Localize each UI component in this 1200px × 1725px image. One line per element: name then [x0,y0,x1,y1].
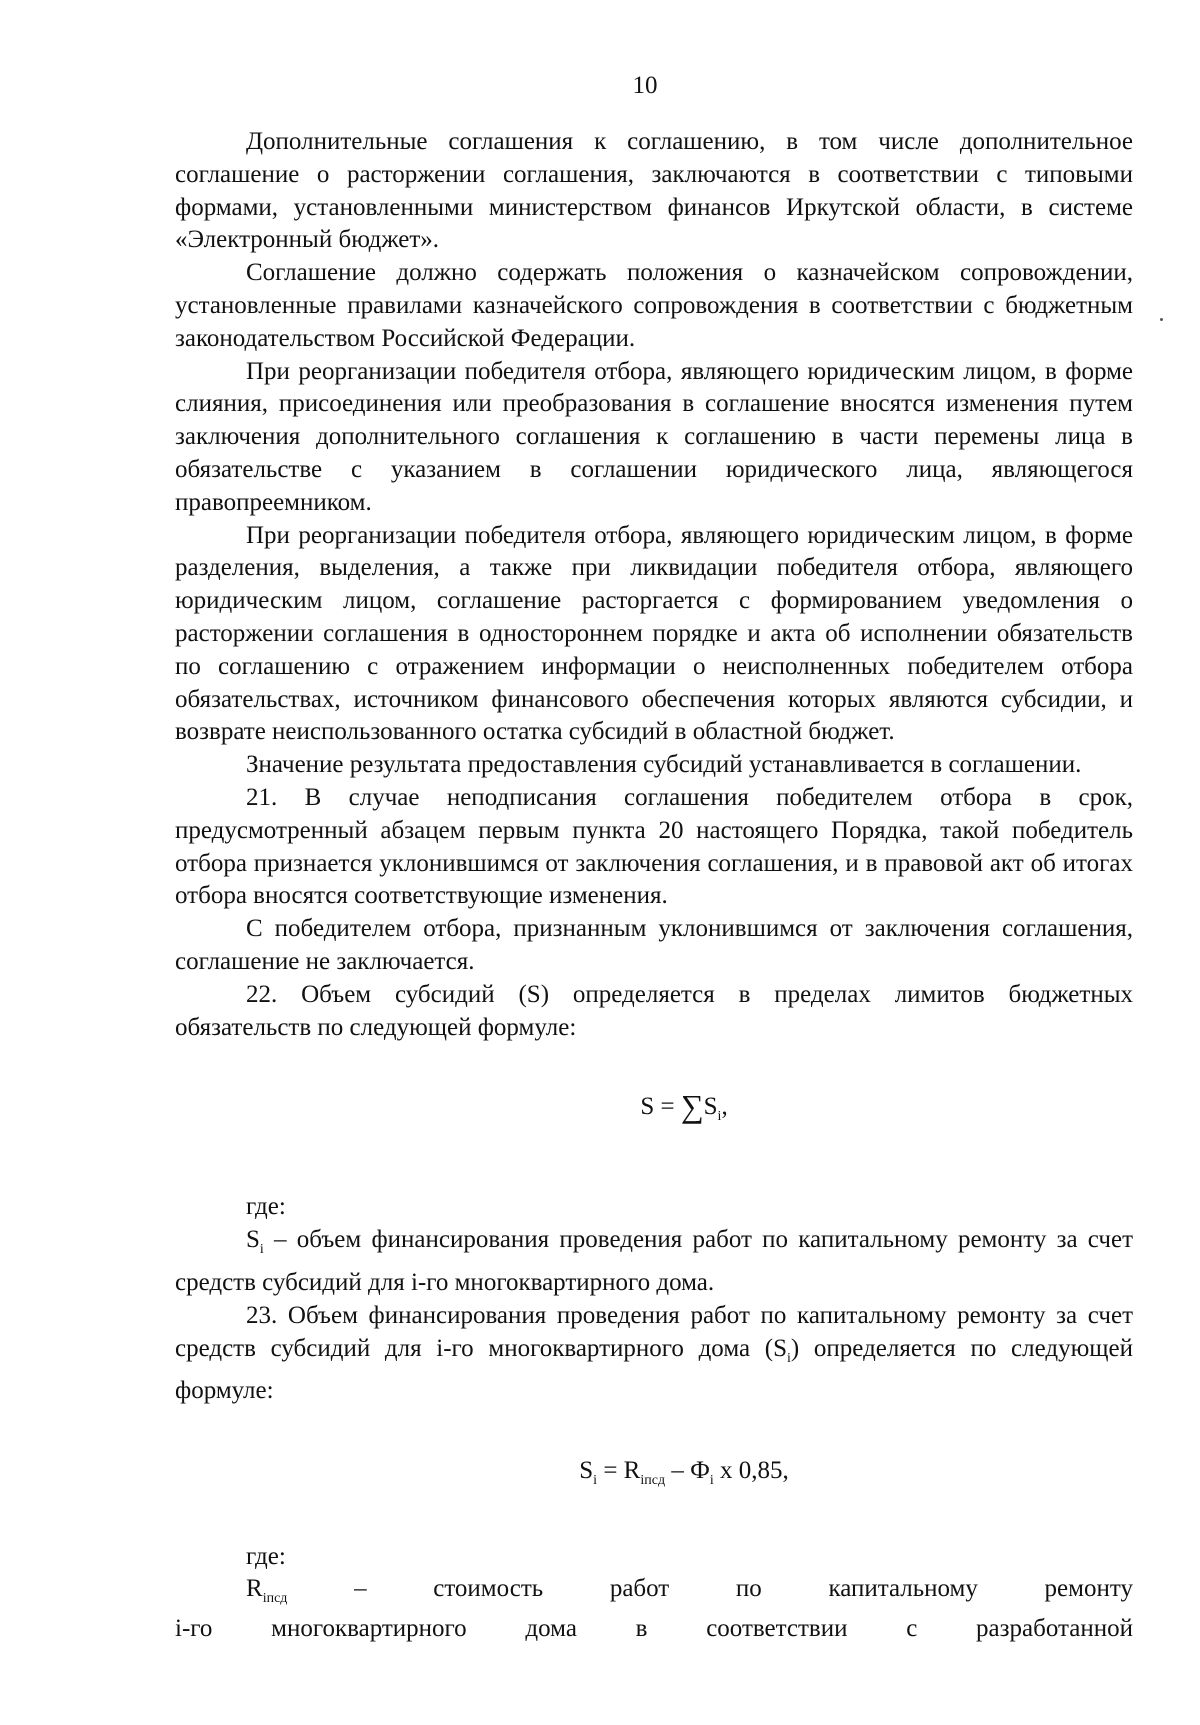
formula2-s: S [579,1457,594,1485]
definition-text: – объем финансирования проведения работ по капитальному ремонту за счет средств субсидий для i-го многоквартирного дома. [175,1226,1133,1296]
paragraph-item-23 [175,1300,1133,1408]
paragraph: С победителем отбора, признанным уклонившимся от заключения соглашения, соглашение не заключается. [175,915,1133,975]
formula2-s-subscript: i [593,1473,598,1489]
where-label: где: [246,1193,286,1221]
formula2-minus: – Ф [665,1457,710,1485]
definition-r-word: стоимость [433,1574,544,1602]
item-23-tail: ) определяется по следующей формуле: [175,1334,1133,1405]
formula2-tail: x 0,85, [713,1457,789,1485]
definition-symbol-subscript: i [259,1242,264,1258]
r-symbol-subscript: iпсд [262,1590,288,1606]
formula-term-subscript: i [717,1109,722,1125]
formula-lhs: S = [640,1093,681,1121]
paragraph: Дополнительные соглашения к соглашению, в том числе дополнительное соглашение о расторжении соглашения, заключаются в соответствии с типовыми формами, установленными министерством финансов Иркутской области, в системе «Электронный бюджет». [175,128,1133,254]
definition-r-line-2 [175,1614,1133,1644]
paragraph: При реорганизации победителя отбора, являющего юридическим лицом, в форме слияния, присоединения или преобразования в соглашение вносятся изменения путем заключения дополнительного соглашения к соглашению в части перемены лица в обязательстве с указанием в соглашении юридического лица, являющегося правопреемником. [175,357,1133,516]
paragraph: При реорганизации победителя отбора, являющего юридическим лицом, в форме разделения, выделения, а также при ликвидации победителя отбора, являющего юридическим лицом, соглашение расторгается с формированием уведомления о расторжении соглашения в одностороннем порядке и акта об исполнении обязательств по соглашению с отражением информации о неисполненных победителем отбора обязательствах, источником финансового обеспечения которых являются субсидии, и возврате неиспользованного остатка субсидий в областной бюджет. [175,521,1133,746]
definition-r-word: работ [609,1574,670,1602]
formula2-r-subscript: iпсд [640,1473,666,1489]
definition-r [175,1574,1133,1644]
sigma-symbol: ∑ [680,1088,704,1125]
formula-subsidy-per-house [175,1455,1133,1497]
definition-symbol: S [246,1226,260,1254]
definition-r-word: по [735,1574,762,1602]
scan-speck [1160,318,1163,321]
formula-tail: , [721,1093,728,1121]
definition-r-word: дома [525,1614,577,1642]
definition-r-word: с [906,1614,918,1642]
paragraph: 21. В случае неподписания соглашения победителем отбора в срок, предусмотренный абзацем первым пункта 20 настоящего Порядка, такой победитель отбора признается уклонившимся от заключения соглашения, и в правовой акт об итогах отбора вносятся соответствующие изменения. [175,783,1133,910]
definition-r-word: ремонту [1044,1574,1133,1602]
where-label-2: где: [246,1543,286,1571]
definition-r-word: – [354,1574,367,1602]
definition-r-word: капитальному [828,1574,978,1602]
formula-subsidy-total [175,1090,1133,1133]
paragraph: Значение результата предоставления субсидий устанавливается в соглашении. [246,751,1082,779]
formula-term: S [703,1093,718,1121]
definition-r-word: соответствии [706,1614,848,1642]
page-number: 10 [632,72,658,99]
definition-si [175,1224,1133,1300]
paragraph-group [175,126,1133,1044]
definition-r-symbol [246,1574,287,1614]
document-body [175,126,1133,1644]
definition-r-line-1 [175,1574,1133,1614]
definition-r-word: i-го [175,1614,213,1642]
item-23-subscript: i [787,1350,791,1366]
definition-r-word: многоквартирного [271,1614,467,1642]
formula2-eq: = R [597,1457,641,1485]
definition-r-word: разработанной [976,1614,1133,1642]
r-symbol: R [246,1574,263,1602]
paragraph: Соглашение должно содержать положения о казначейском сопровождении, установленные правилами казначейского сопровождения в соответствии с бюджетным законодательством Российской Федерации. [175,259,1133,352]
definition-r-word: в [635,1614,648,1642]
item-23-text: 23. Объем финансирования проведения работ по капитальному ремонту за счет средств субсидий для i-го многоквартирного дома (S [175,1301,1133,1362]
paragraph: 22. Объем субсидий (S) определяется в пределах лимитов бюджетных обязательств по следующей формуле: [175,980,1133,1041]
formula2-f-subscript: i [709,1473,714,1489]
